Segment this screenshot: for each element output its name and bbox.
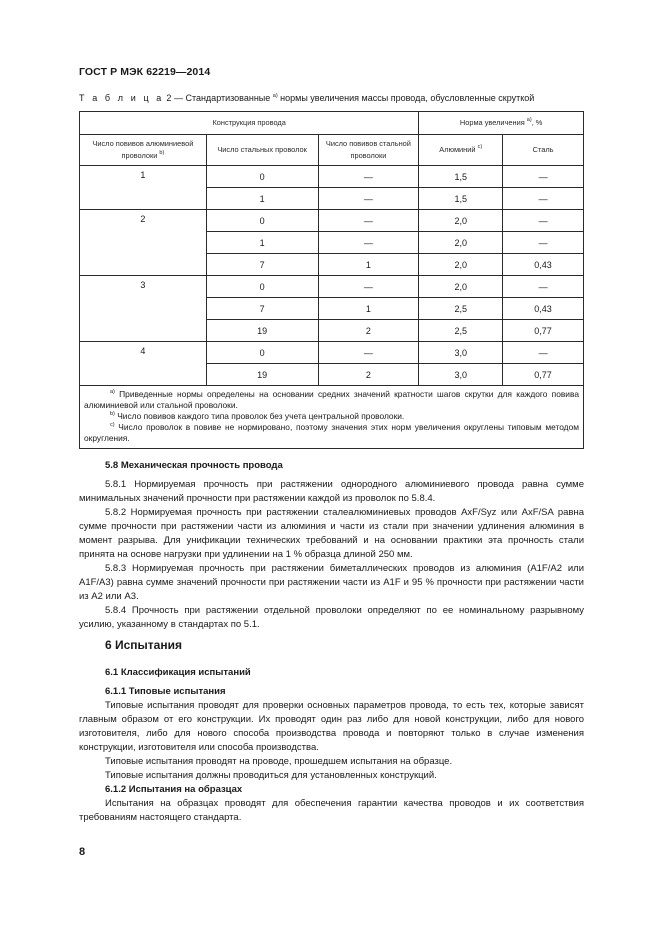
paragraph-5-8-1: 5.8.1 Нормируемая прочность при растяжении однородного алюминиевого провода равна сумме минимальных значений прочности при растяжении каждой из проволок по 5.8.4. (79, 479, 584, 504)
cell-steel-wires: 0 (206, 210, 318, 232)
table-caption-number: 2 (166, 93, 172, 103)
paragraph-5-8-4: 5.8.4 Прочность при растяжении отдельной проволоки определяют по ее номинальному разрывному усилию, указанному в стандартах по 5.1. (79, 605, 584, 630)
header-steel: Сталь (503, 135, 584, 166)
cell-steel-wires: 0 (206, 276, 318, 298)
paragraph-sample-tests: Испытания на образцах проводят для обеспечения гарантии качества проводов и их соответствия требованиям настоящего стандарта. (79, 798, 584, 823)
cell-steel-wires: 19 (206, 364, 318, 386)
cell-steel: — (503, 232, 584, 254)
cell-steel: — (503, 210, 584, 232)
paragraph-type-tests-constructions: Типовые испытания должны проводиться для установленных конструкций. (105, 770, 437, 781)
cell-alu-layers: 2 (80, 210, 207, 276)
cell-aluminium: 3,0 (419, 342, 503, 364)
note-a-mark: а) (110, 389, 115, 395)
header-alu-layers-label: Число повивов алюминиевой проволоки (92, 139, 194, 160)
table-row (80, 166, 584, 188)
note-c-mark: с) (110, 422, 115, 428)
section-6-body (79, 699, 584, 825)
cell-steel-layers: 2 (318, 320, 419, 342)
cell-steel-layers: — (318, 342, 419, 364)
table-column-header-row (80, 135, 584, 166)
note-a-text: Приведенные нормы определены на основании средних значений кратности шагов скрутки для каждого повива алюминиевой или стальной проволоки. (84, 389, 579, 410)
cell-steel-layers: 1 (318, 298, 419, 320)
table-row (80, 276, 584, 298)
cell-alu-layers: 1 (80, 166, 207, 210)
note-c (84, 422, 579, 444)
cell-steel: 0,43 (503, 254, 584, 276)
table-caption-text-b: нормы увеличения массы провода, обусловленные скруткой (277, 93, 535, 103)
note-a (84, 389, 579, 411)
cell-steel-layers: — (318, 210, 419, 232)
header-mass-increase-mark: а) (526, 117, 532, 123)
document-header: ГОСТ Р МЭК 62219—2014 (79, 66, 211, 78)
table-row (80, 210, 584, 232)
cell-steel-layers: 1 (318, 254, 419, 276)
cell-alu-layers: 4 (80, 342, 207, 386)
cell-aluminium: 2,5 (419, 320, 503, 342)
section-5-8-heading: 5.8 Механическая прочность провода (105, 460, 283, 471)
cell-aluminium: 2,0 (419, 210, 503, 232)
note-c-text: Число проволок в повиве не нормировано, поэтому значения этих норм увеличения округлены типовым методом округления. (84, 422, 579, 443)
section-6-1-2-heading: 6.1.2 Испытания на образцах (105, 784, 243, 795)
section-6-1-heading: 6.1 Классификация испытаний (105, 667, 251, 678)
cell-steel: — (503, 166, 584, 188)
header-alu-layers (80, 135, 207, 166)
table-notes (80, 386, 584, 449)
cell-aluminium: 3,0 (419, 364, 503, 386)
page-number: 8 (79, 846, 86, 858)
paragraph-type-tests: Типовые испытания проводят для проверки основных параметров провода, то есть тех, которые зависят главным образом от его конструкции. Их проводят один раз либо для новой конструкции, либо для нового изготовителя, либо для нового способа производства провода и повторяют только в случае изменения конструкции, изготовителя или способа производства. (79, 700, 584, 753)
section-5-8-body (79, 478, 584, 632)
header-aluminium (419, 135, 503, 166)
cell-steel-layers: — (318, 232, 419, 254)
header-mass-increase-label: Норма увеличения (459, 118, 525, 127)
paragraph-5-8-3: 5.8.3 Нормируемая прочность при растяжении биметаллических проводов из алюминия (A1F/A2 или A1F/A3) равна сумме значений прочности при растяжении части из A1F и 95 % прочности при растяжении части из A2 или A3. (79, 563, 584, 602)
table-notes-row (80, 386, 584, 449)
cell-aluminium: 2,0 (419, 232, 503, 254)
cell-aluminium: 1,5 (419, 166, 503, 188)
section-6-heading: 6 Испытания (105, 638, 182, 652)
cell-steel-wires: 7 (206, 254, 318, 276)
table-caption-label: Т а б л и ц а (79, 93, 164, 103)
table-row (80, 342, 584, 364)
paragraph-type-tests-sample: Типовые испытания проводят на проводе, прошедшем испытания на образце. (105, 756, 453, 767)
cell-steel-wires: 19 (206, 320, 318, 342)
cell-aluminium: 2,5 (419, 298, 503, 320)
cell-steel-wires: 1 (206, 232, 318, 254)
table-caption-text-a: — Стандартизованные (171, 93, 273, 103)
header-mass-increase-unit: , % (531, 118, 543, 127)
cell-steel-layers: — (318, 188, 419, 210)
cell-aluminium: 2,0 (419, 254, 503, 276)
cell-steel: — (503, 342, 584, 364)
header-steel-wires: Число стальных проволок (206, 135, 318, 166)
cell-steel: 0,77 (503, 320, 584, 342)
cell-aluminium: 2,0 (419, 276, 503, 298)
cell-steel-wires: 0 (206, 166, 318, 188)
note-b (84, 411, 579, 422)
cell-alu-layers: 3 (80, 276, 207, 342)
cell-steel-wires: 0 (206, 342, 318, 364)
table-caption-footnote-mark: а) (272, 93, 278, 99)
header-aluminium-mark: с) (477, 144, 483, 150)
cell-aluminium: 1,5 (419, 188, 503, 210)
cell-steel: — (503, 188, 584, 210)
table-group-header-row (80, 112, 584, 135)
section-6-1-1-heading: 6.1.1 Типовые испытания (105, 686, 226, 697)
cell-steel-layers: 2 (318, 364, 419, 386)
cell-steel-layers: — (318, 276, 419, 298)
cell-steel: 0,43 (503, 298, 584, 320)
header-alu-layers-mark: b) (159, 150, 165, 156)
paragraph-5-8-2: 5.8.2 Нормируемая прочность при растяжении сталеалюминиевых проводов AxF/Syz или AxF/SA равна сумме прочности при растяжении части из алюминия и части из стали при значении удлинения алюминия в момент разрыва. Для унификации технических требований и на основании практики эта прочность стали принята на основе нагрузки при удлинении на 1 % образца длиной 250 мм. (79, 507, 584, 560)
header-steel-layers: Число повивов стальной проволоки (318, 135, 419, 166)
header-mass-increase (419, 112, 584, 135)
cell-steel: 0,77 (503, 364, 584, 386)
table-caption (79, 93, 534, 103)
note-b-mark: b) (110, 411, 115, 417)
header-wire-construction: Конструкция провода (80, 112, 419, 135)
header-aluminium-label: Алюминий (439, 145, 476, 154)
cell-steel-wires: 1 (206, 188, 318, 210)
cell-steel-wires: 7 (206, 298, 318, 320)
cell-steel-layers: — (318, 166, 419, 188)
wire-mass-increase-table (79, 111, 584, 449)
cell-steel: — (503, 276, 584, 298)
note-b-text: Число повивов каждого типа проволок без учета центральной проволоки. (114, 411, 405, 421)
